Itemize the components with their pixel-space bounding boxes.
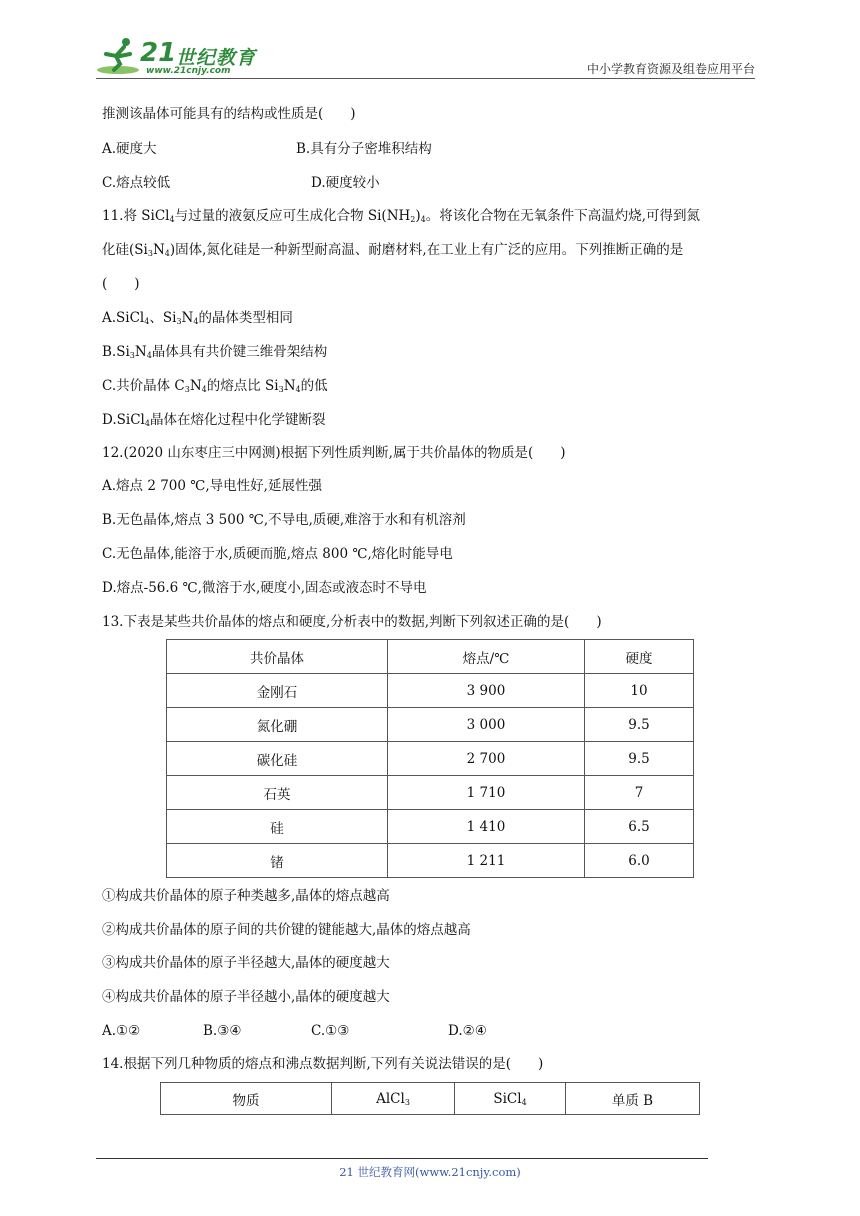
q13-statement-2: ②构成共价晶体的原子间的共价键的键能越大,晶体的熔点越高 <box>102 922 471 938</box>
table-cell: 3 900 <box>388 674 585 708</box>
q12-option-c: C.无色晶体,能溶于水,质硬而脆,熔点 800 ℃,熔化时能导电 <box>102 546 453 562</box>
table-row <box>167 674 694 708</box>
q13-data-table <box>166 639 694 878</box>
logo-number: 21 <box>140 38 177 68</box>
table-row <box>167 776 694 810</box>
q10-option-c: C.熔点较低 <box>102 175 171 191</box>
q12-option-b: B.无色晶体,熔点 3 500 ℃,不导电,质硬,难溶于水和有机溶剂 <box>102 512 466 528</box>
q14-data-table <box>160 1082 700 1115</box>
table-cell: 硅 <box>167 810 388 844</box>
page-header <box>96 34 755 80</box>
table-cell: 10 <box>585 674 694 708</box>
table-header-row <box>167 640 694 674</box>
table-cell: 金刚石 <box>167 674 388 708</box>
table-cell: 氮化硼 <box>167 708 388 742</box>
q11-option-b: $B.Si_3N_4$晶体具有共价键三维骨架结构 <box>102 344 328 360</box>
header-platform-text: 中小学教育资源及组卷应用平台 <box>586 62 755 76</box>
footer-text: 21 世纪教育网(www.21cnjy.com) <box>339 1165 521 1179</box>
table-cell: 9.5 <box>585 742 694 776</box>
logo <box>96 34 266 80</box>
table-header-row <box>161 1083 700 1115</box>
q10-stem: 推测该晶体可能具有的结构或性质是( ) <box>102 106 356 122</box>
q13-option-a: A.①② <box>102 1023 141 1039</box>
table-cell: 7 <box>585 776 694 810</box>
table-cell: 2 700 <box>388 742 585 776</box>
q11-stem-line1: 11.将 SiCl$_4$与过量的液氨反应可生成化合物 $Si(NH_2)_4$。将该化合物在无氧条件下高温灼烧,可得到氮 <box>102 208 701 224</box>
table-cell: 1 410 <box>388 810 585 844</box>
table-cell: 6.0 <box>585 844 694 878</box>
q11-option-c: C.共价晶体 $C_3N_4$的熔点比 $Si_3N_4$的低 <box>102 378 328 394</box>
q11-stem-line2: 化硅$(Si_3N_4)$固体,氮化硅是一种新型耐高温、耐磨材料,在工业上有广泛的应用。下列推断正确的是 <box>102 242 684 258</box>
q13-option-d: D.②④ <box>448 1023 487 1039</box>
q14-stem: 14.根据下列几种物质的熔点和沸点数据判断,下列有关说法错误的是( ) <box>102 1056 544 1072</box>
table-row <box>167 844 694 878</box>
q11-option-d: D.SiCl$_4$晶体在熔化过程中化学键断裂 <box>102 412 326 428</box>
table-header-cell: 单质 B <box>566 1083 700 1115</box>
table-row <box>167 708 694 742</box>
table-row <box>167 742 694 776</box>
logo-text: 世纪教育 <box>176 47 257 69</box>
table-header-cell: 共价晶体 <box>167 640 388 674</box>
table-row <box>167 810 694 844</box>
table-cell: 1 211 <box>388 844 585 878</box>
q10-option-a: A.硬度大 <box>102 141 157 157</box>
q11-answer-blank: ( ) <box>102 276 140 292</box>
table-header-cell: 物质 <box>161 1083 332 1115</box>
q12-stem: 12.(2020 山东枣庄三中网测)根据下列性质判断,属于共价晶体的物质是( ) <box>102 445 566 461</box>
header-divider <box>96 78 755 79</box>
table-header-cell: SiCl$_4$ <box>455 1083 566 1115</box>
q12-option-a: A.熔点 2 700 ℃,导电性好,延展性强 <box>102 478 322 494</box>
table-cell: 石英 <box>167 776 388 810</box>
q13-option-c: C.①③ <box>311 1023 350 1039</box>
q13-statement-4: ④构成共价晶体的原子半径越小,晶体的硬度越大 <box>102 989 390 1005</box>
table-cell: 6.5 <box>585 810 694 844</box>
table-cell: 3 000 <box>388 708 585 742</box>
q12-option-d: D.熔点-56.6 ℃,微溶于水,硬度小,固态或液态时不导电 <box>102 580 427 596</box>
table-header-cell: AlCl$_3$ <box>332 1083 455 1115</box>
runner-icon <box>96 36 142 76</box>
table-header-cell: 硬度 <box>585 640 694 674</box>
footer-divider <box>96 1158 708 1159</box>
q11-option-a: A.SiCl$_4$、$Si_3N_4$的晶体类型相同 <box>102 310 293 326</box>
q13-statement-1: ①构成共价晶体的原子种类越多,晶体的熔点越高 <box>102 888 390 904</box>
q13-option-b: B.③④ <box>203 1023 242 1039</box>
table-cell: 1 710 <box>388 776 585 810</box>
q10-option-b: B.具有分子密堆积结构 <box>296 141 432 157</box>
table-cell: 碳化硅 <box>167 742 388 776</box>
table-header-cell: 熔点/℃ <box>388 640 585 674</box>
table-cell: 锗 <box>167 844 388 878</box>
q13-statement-3: ③构成共价晶体的原子半径越大,晶体的硬度越大 <box>102 955 390 971</box>
logo-url: www.21cnjy.com <box>146 66 231 76</box>
q10-option-d: D.硬度较小 <box>311 175 380 191</box>
table-cell: 9.5 <box>585 708 694 742</box>
q13-stem: 13.下表是某些共价晶体的熔点和硬度,分析表中的数据,判断下列叙述正确的是( ) <box>102 614 602 630</box>
